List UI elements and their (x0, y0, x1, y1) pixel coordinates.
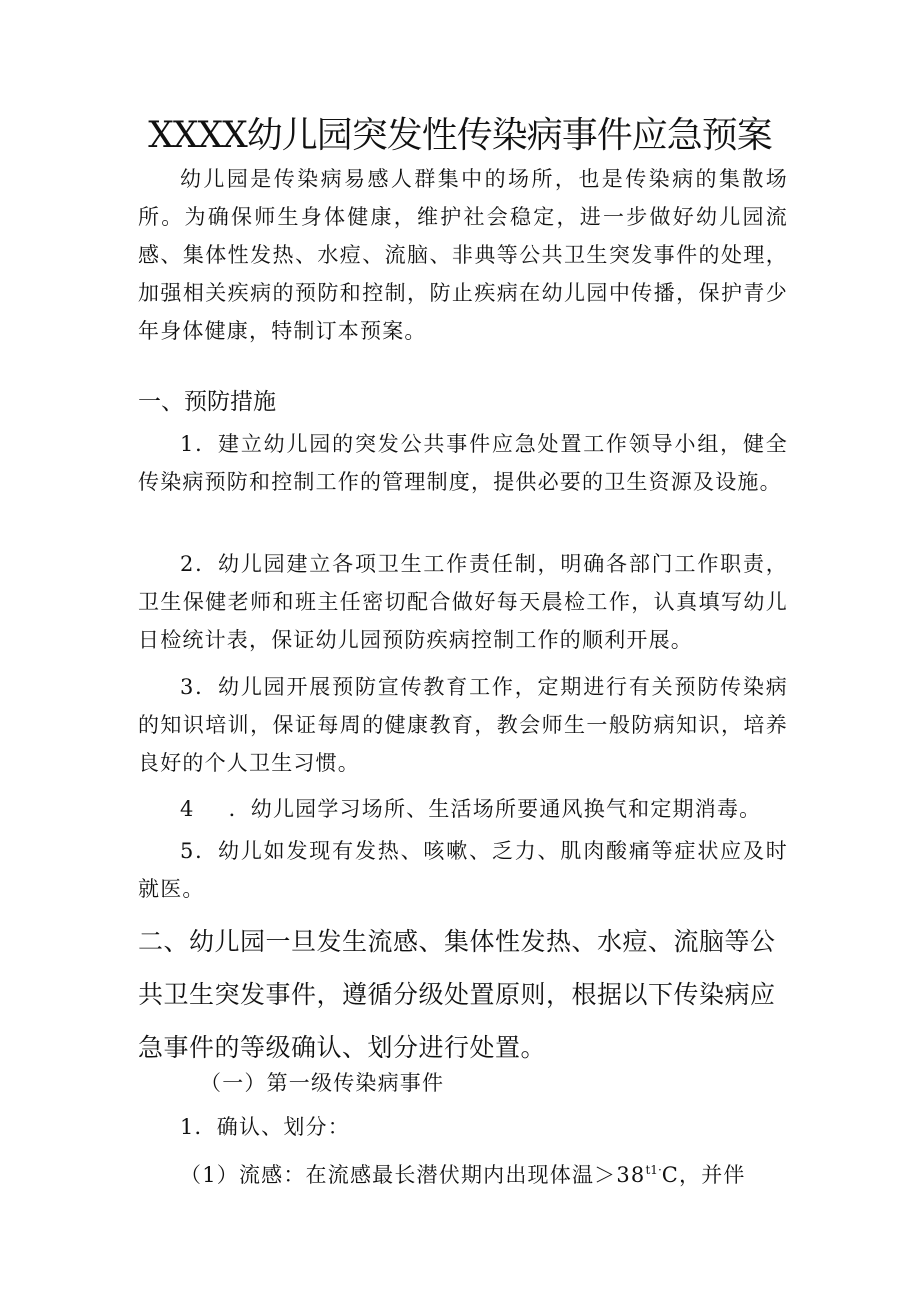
document-title: XXXX幼儿园突发性传染病事件应急预案 (148, 115, 772, 156)
flu-clause-end: C，并伴 (661, 1163, 746, 1187)
section1-item-2: 2．幼儿园建立各项卫生工作责任制，明确各部门工作职责，卫生保健老师和班主任密切配合做好每天晨检工作，认真填写幼儿日检统计表，保证幼儿园预防疾病控制工作的顺利开展。 (138, 552, 788, 652)
item-4-number: 4 (180, 797, 195, 821)
intro-paragraph: 幼儿园是传染病易感人群集中的场所，也是传染病的集散场所。为确保师生身体健康，维护社会稳定，进一步做好幼儿园流感、集体性发热、水痘、流脑、非典等公共卫生突发事件的处理，加强相关疾病的预防和控制，防止疾病在幼儿园中传播，保护青少年身体健康，特制订本预案。 (138, 167, 788, 343)
flu-clause-start: （1）流感：在流感最长潜伏期内出现体温＞38 (180, 1163, 646, 1187)
flu-clause (180, 1151, 746, 1194)
section1-item-4 (180, 790, 761, 828)
section1-item-3: 3．幼儿园开展预防宣传教育工作，定期进行有关预防传染病的知识培训，保证每周的健康教育，教会师生一般防病知识，培养良好的个人卫生习惯。 (138, 675, 788, 775)
section2-heading: 二、幼儿园一旦发生流感、集体性发热、水痘、流脑等公共卫生突发事件，遵循分级处置原则，根据以下传染病应急事件的等级确认、划分进行处置。 (138, 927, 776, 1062)
section1-item-1: 1．建立幼儿园的突发公共事件应急处置工作领导小组，健全传染病预防和控制工作的管理制度，提供必要的卫生资源及设施。 (138, 432, 788, 494)
flu-clause-superscript: t1· (645, 1163, 662, 1177)
section1-item-5: 5．幼儿如发现有发热、咳嗽、乏力、肌肉酸痛等症状应及时就医。 (138, 839, 788, 901)
section1-heading: 一、预防措施 (138, 389, 276, 415)
section2-subheading: （一）第一级传染病事件 (200, 1071, 445, 1095)
item-4-text: ．幼儿园学习场所、生活场所要通风换气和定期消毒。 (228, 797, 762, 821)
section2-item-1: 1．确认、划分： (180, 1115, 350, 1139)
